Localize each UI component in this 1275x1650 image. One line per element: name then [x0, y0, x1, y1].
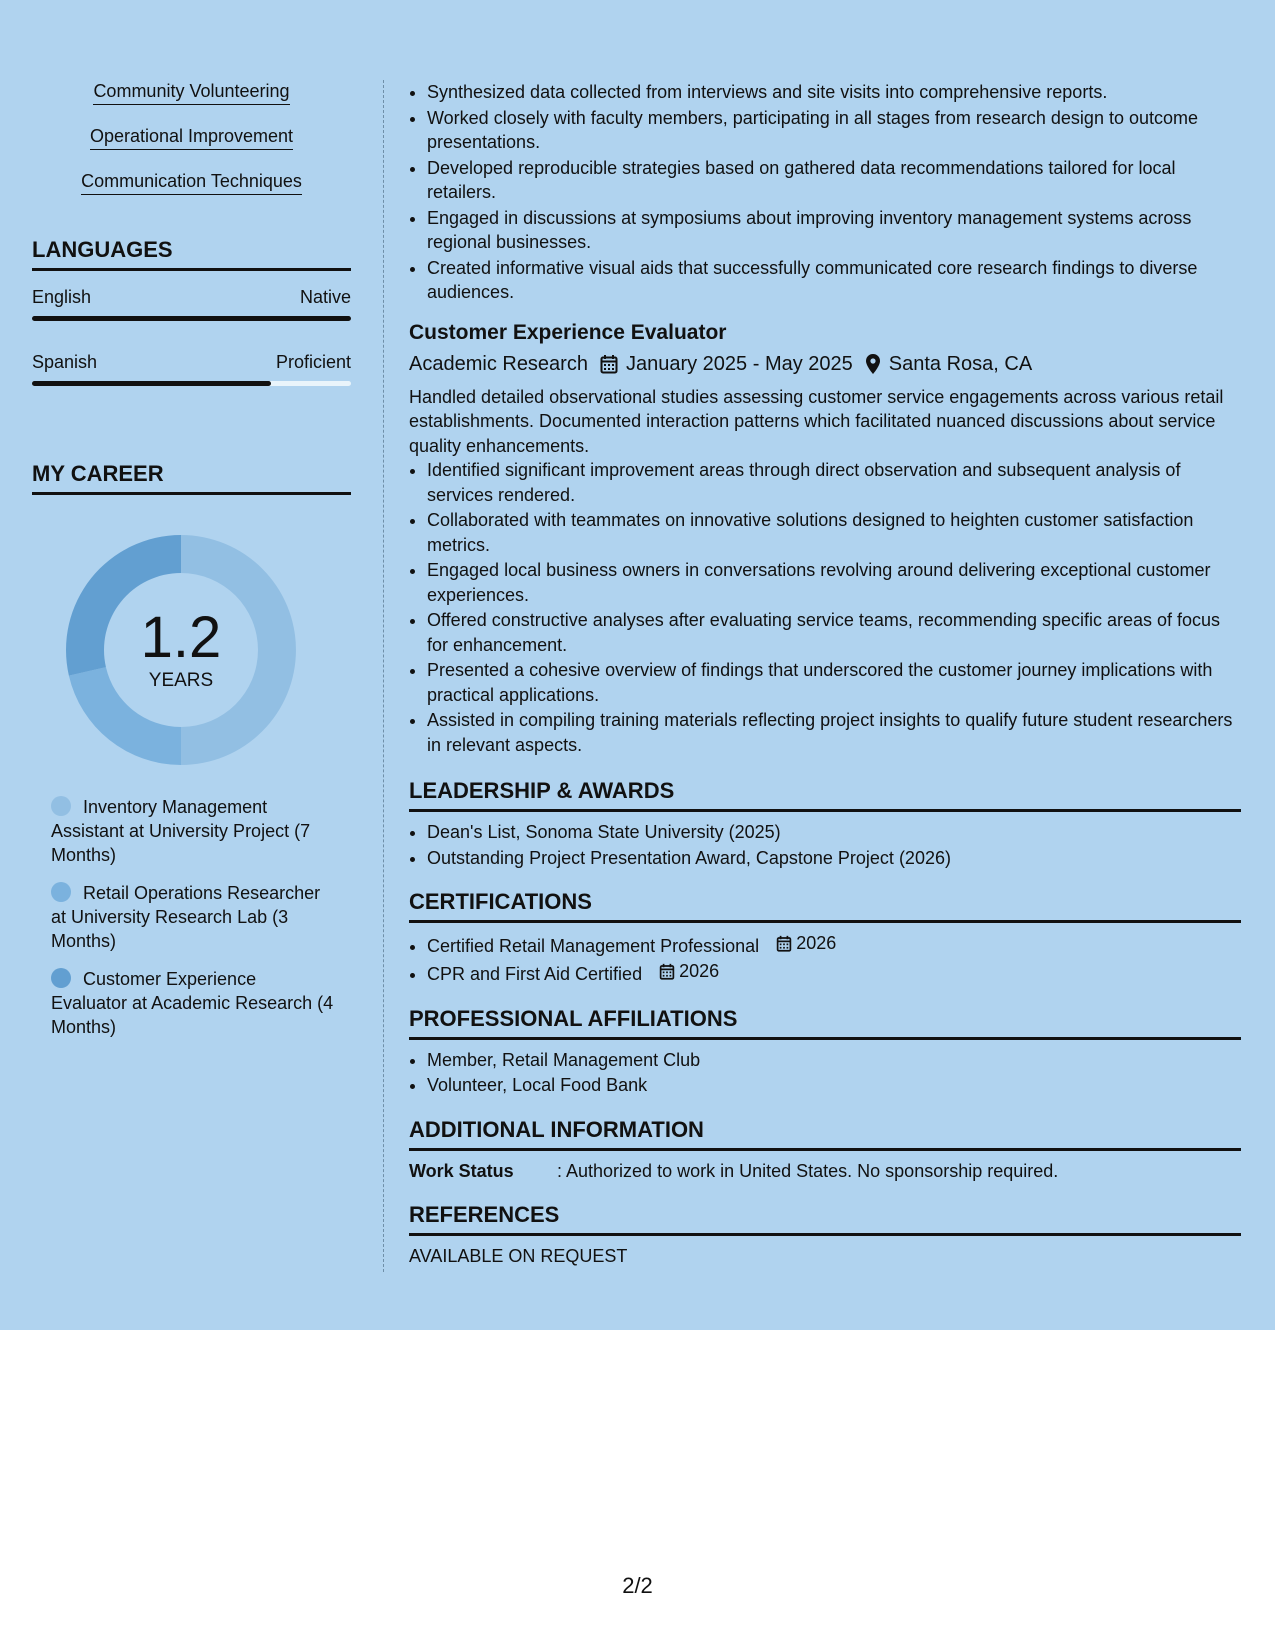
career-legend-label: Inventory Management Assistant at University Project (7 Months) [51, 797, 311, 865]
career-legend-label: Retail Operations Researcher at University Research Lab (3 Months) [51, 883, 321, 951]
legend-dot [51, 968, 71, 988]
job-meta [409, 349, 1241, 379]
references-section [409, 1201, 1241, 1268]
certification-date [659, 959, 719, 984]
career-heading: MY CAREER [32, 460, 351, 495]
career-legend-label: Customer Experience Evaluator at Academic Research (4 Months) [51, 969, 334, 1037]
bullet-item: • Identified significant improvement areas through direct observation and subsequent analysis of services rendered. [427, 458, 1241, 507]
job-title: Customer Experience Evaluator [409, 320, 727, 344]
additional-info-section [409, 1116, 1241, 1183]
language-proficiency-fill [32, 381, 271, 386]
affiliations-heading: PROFESSIONAL AFFILIATIONS [409, 1005, 1241, 1040]
bullet-item: • Engaged in discussions at symposiums about improving inventory management systems across regional businesses. [427, 206, 1241, 255]
skill-label: Community Volunteering [93, 80, 289, 105]
legend-dot [51, 882, 71, 902]
left-column [32, 80, 351, 1053]
job-company: Academic Research [409, 352, 588, 375]
bullet-item: • Offered constructive analyses after evaluating service teams, recommending specific areas of focus for enhancement. [427, 608, 1241, 657]
affiliation-item: • Volunteer, Local Food Bank [427, 1073, 1241, 1098]
legend-dot [51, 796, 71, 816]
certifications-list [409, 931, 1241, 987]
awards-section [409, 777, 1241, 870]
awards-heading: LEADERSHIP & AWARDS [409, 777, 1241, 812]
affiliations-list [409, 1048, 1241, 1098]
references-text: AVAILABLE ON REQUEST [409, 1245, 628, 1266]
awards-list [409, 820, 1241, 870]
certification-item [427, 959, 1241, 986]
bullet-item: • Engaged local business owners in conversations revolving around delivering exceptional customer experiences. [427, 558, 1241, 607]
career-total-years: 1.2 [140, 605, 222, 670]
bullet-item: • Created informative visual aids that successfully communicated core research findings to diverse audiences. [427, 256, 1241, 305]
language-item [32, 351, 351, 386]
certification-name: Certified Retail Management Professional [427, 935, 760, 956]
calendar-icon [776, 935, 792, 952]
bullet-item: • Synthesized data collected from interviews and site visits into comprehensive reports. [427, 80, 1241, 105]
certification-item [427, 931, 1241, 958]
languages-section [32, 236, 351, 386]
job-location: Santa Rosa, CA [888, 352, 1033, 375]
skill-label: Operational Improvement [90, 125, 293, 150]
page-number: 2/2 [622, 1573, 653, 1598]
language-item [32, 286, 351, 321]
career-section [32, 460, 351, 1039]
certifications-section [409, 888, 1241, 987]
career-legend [51, 795, 336, 1039]
job-bullets [409, 458, 1241, 757]
bullet-item: • Developed reproducible strategies based on gathered data recommendations tailored for local retailers. [427, 156, 1241, 205]
award-item: • Dean's List, Sonoma State University (2025) [427, 820, 1241, 845]
career-legend-item [51, 881, 336, 953]
calendar-icon [600, 354, 618, 374]
previous-job-bullets [409, 80, 1241, 305]
award-item: • Outstanding Project Presentation Award, Capstone Project (2026) [427, 846, 1241, 871]
bullet-item: • Collaborated with teammates on innovative solutions designed to heighten customer satisfaction metrics. [427, 508, 1241, 557]
language-level: Proficient [275, 352, 351, 372]
certifications-heading: CERTIFICATIONS [409, 888, 1241, 923]
references-heading: REFERENCES [409, 1201, 1241, 1236]
skills-list [32, 80, 351, 196]
bullet-item: • Presented a cohesive overview of findings that underscored the customer journey implications with practical applications. [427, 658, 1241, 707]
calendar-icon [659, 963, 675, 980]
right-column [409, 80, 1241, 1268]
language-name: English [32, 287, 92, 307]
certification-year: 2026 [679, 961, 720, 982]
additional-info-heading: ADDITIONAL INFORMATION [409, 1116, 1241, 1151]
certification-year: 2026 [796, 933, 837, 953]
skill-label: Communication Techniques [81, 170, 302, 195]
bullet-item: • Worked closely with faculty members, participating in all stages from research design to outcome presentations. [427, 106, 1241, 155]
career-donut-chart [66, 535, 296, 765]
location-pin-icon [865, 353, 881, 375]
affiliations-section [409, 1005, 1241, 1098]
work-status-label: Work Status [409, 1160, 514, 1181]
skill-item [32, 125, 351, 151]
language-name: Spanish [32, 352, 98, 372]
skill-item [32, 170, 351, 196]
work-status-row [409, 1159, 1241, 1183]
language-proficiency-bar [32, 381, 351, 386]
job-description: Handled detailed observational studies assessing customer service engagements across various retail establishments. Documented interaction patterns which facilitated nuanced discussions about service quality enhancements. [409, 386, 1224, 456]
bullet-item: • Assisted in compiling training materials reflecting project insights to qualify future student researchers in relevant aspects. [427, 708, 1241, 757]
column-divider [383, 80, 384, 1272]
language-proficiency-fill [32, 316, 351, 321]
certification-name: CPR and First Aid Certified [427, 964, 643, 984]
career-legend-item [51, 795, 336, 867]
languages-heading: LANGUAGES [32, 236, 351, 271]
language-level: Native [299, 287, 351, 307]
affiliation-item: • Member, Retail Management Club [427, 1048, 1241, 1073]
career-unit-label: YEARS [148, 670, 214, 691]
language-proficiency-bar [32, 316, 351, 321]
job-dates: January 2025 - May 2025 [625, 352, 853, 375]
certification-date [776, 931, 836, 956]
job-entry [409, 320, 1241, 758]
career-legend-item [51, 967, 336, 1039]
skill-item [32, 80, 351, 106]
work-status-value: : Authorized to work in United States. No sponsorship required. [557, 1160, 1059, 1181]
